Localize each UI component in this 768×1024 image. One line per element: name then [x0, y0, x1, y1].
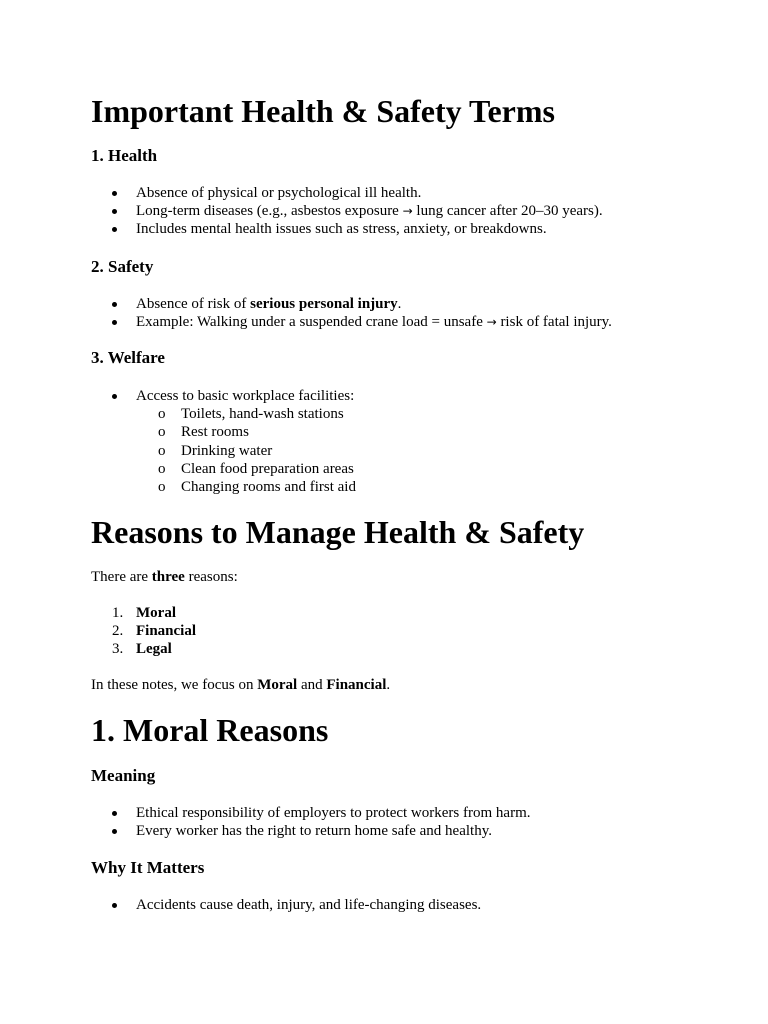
list-item: o Drinking water	[158, 442, 273, 459]
list-item: 2. Financial	[112, 623, 197, 640]
list-item: o Rest rooms	[158, 424, 249, 441]
why-heading: Why It Matters	[91, 858, 205, 877]
safety-heading: 2. Safety	[91, 257, 154, 276]
list-item: Long-term diseases (e.g., asbestos exposure → lung cancer after 20–30 years).	[91, 202, 731, 220]
meaning-list	[91, 804, 731, 840]
bullet-icon	[112, 394, 117, 399]
bullet-icon	[112, 302, 117, 307]
list-item: 1. Moral	[112, 605, 176, 621]
health-list	[91, 184, 731, 239]
why-list	[91, 896, 731, 914]
list-item: 3. Legal	[112, 641, 172, 658]
list-item: o Changing rooms and first aid	[158, 479, 356, 496]
reasons-intro: There are three reasons:	[91, 569, 238, 585]
terms-title: Important Health & Safety Terms	[91, 93, 555, 129]
welfare-list	[91, 387, 731, 496]
list-item: Every worker has the right to return home safe and healthy.	[91, 822, 731, 840]
moral-title: 1. Moral Reasons	[91, 712, 329, 748]
reasons-list	[91, 604, 731, 659]
safety-list	[91, 295, 731, 331]
bullet-icon	[112, 191, 117, 196]
list-item: Accidents cause death, injury, and life-changing diseases.	[91, 896, 731, 914]
list-item: Includes mental health issues such as stress, anxiety, or breakdowns.	[91, 220, 731, 238]
bullet-icon	[112, 209, 117, 214]
health-heading: 1. Health	[91, 146, 158, 165]
list-item: o Clean food preparation areas	[158, 460, 354, 477]
meaning-heading: Meaning	[91, 766, 156, 785]
circle-bullet-icon: o	[158, 424, 166, 441]
circle-bullet-icon: o	[158, 460, 166, 477]
focus-note: In these notes, we focus on Moral and Financial.	[91, 677, 391, 693]
arrow-right-icon: →	[486, 315, 497, 330]
list-item: o Toilets, hand-wash stations	[158, 406, 344, 423]
welfare-sublist	[136, 405, 731, 496]
bullet-icon	[112, 811, 117, 816]
circle-bullet-icon: o	[158, 406, 166, 423]
bullet-icon	[112, 320, 117, 325]
arrow-right-icon: →	[402, 204, 413, 219]
circle-bullet-icon: o	[158, 479, 166, 496]
list-item: Absence of risk of serious personal injury.	[91, 295, 731, 313]
bullet-icon	[112, 903, 117, 908]
reasons-title: Reasons to Manage Health & Safety	[91, 514, 585, 550]
list-item: Example: Walking under a suspended crane load = unsafe → risk of fatal injury.	[91, 313, 731, 331]
list-item: Absence of physical or psychological ill health.	[91, 184, 731, 202]
list-item: Ethical responsibility of employers to protect workers from harm.	[91, 804, 731, 822]
bullet-icon	[112, 227, 117, 232]
list-item: Access to basic workplace facilities: o Toilets, hand-wash stations o Rest rooms o Drinking water o Clean food preparation areas o Changing rooms and first aid	[91, 387, 731, 496]
welfare-heading: 3. Welfare	[91, 348, 165, 367]
bullet-icon	[112, 829, 117, 834]
circle-bullet-icon: o	[158, 442, 166, 459]
